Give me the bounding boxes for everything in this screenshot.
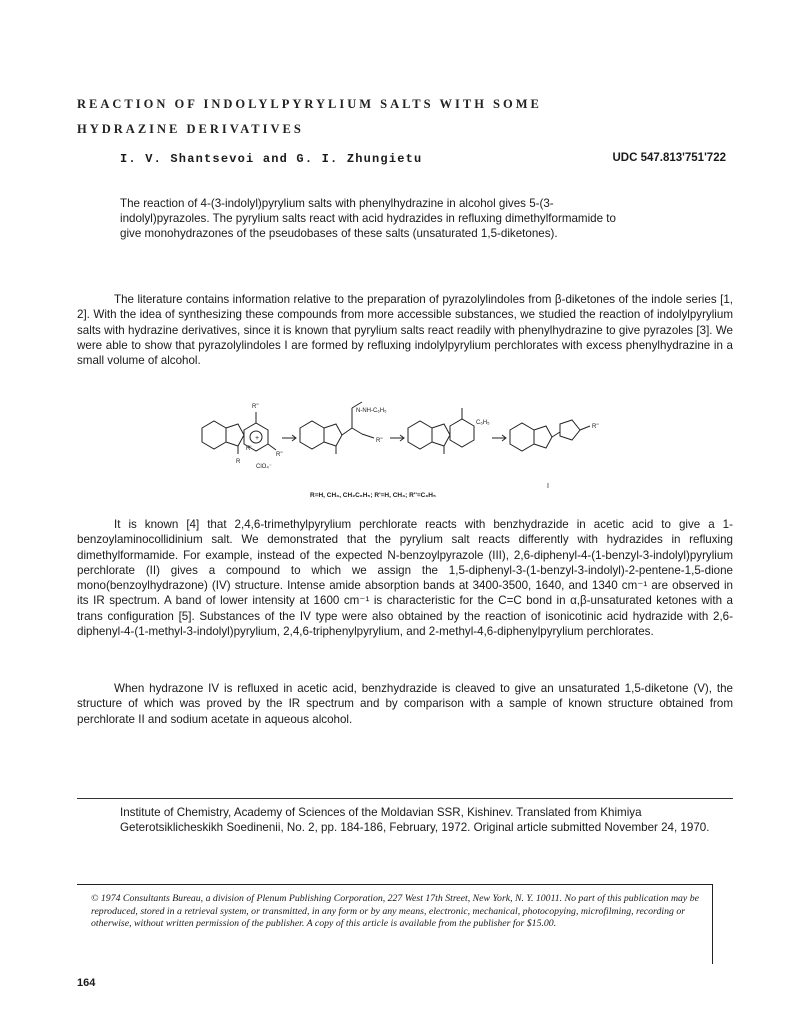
pyrazolylindole-structure xyxy=(510,420,590,451)
cyclic-intermediate-structure xyxy=(408,408,474,454)
copyright-box xyxy=(77,884,713,964)
substituent-r2-4: R'' xyxy=(592,424,599,430)
affiliation-footnote: Institute of Chemistry, Academy of Sciences of the Moldavian SSR, Kishinev. Translated from Khimiya Geterotsiklicheskikh Soedinenii, No. 2, pp. 184-186, February, 1972. Original article submitted November 24, 1970. xyxy=(120,806,710,834)
plus-sign: + xyxy=(254,435,260,442)
reaction-scheme xyxy=(190,388,630,500)
counterion: ClO₄⁻ xyxy=(256,464,272,470)
paragraph-1: The literature contains information relative to the preparation of pyrazolylindoles from β-diketones of the indole series [1, 2]. With the idea of synthesizing these compounds from more accessible substances, we studied the reaction of indolylpyrylium salts with hydrazine derivatives, since it is known that pyrylium salts react readily with phenylhydrazine to give pyrazoles [3]. We were able to show that pyrazolylindoles I are formed by refluxing indolylpyrylium perchlorates with excess phenylhydrazine in a small volume of alcohol. xyxy=(77,293,733,368)
article-title-line-2: HYDRAZINE DERIVATIVES xyxy=(77,122,304,136)
paragraph-2: It is known [4] that 2,4,6-trimethylpyrylium perchlorate reacts with benzhydrazide in acetic acid to give a 1-benzoylaminocollidinium salt. We demonstrated that the pyrylium salt reacts differently with hydrazides in refluxing dimethylformamide. For example, instead of the expected N-benzoylpyrazole (III), 2,6-diphenyl-4-(1-benzyl-3-indolyl)pyrylium perchlorate (II) gives a compound to which we assign the 1,5-diphenyl-3-(1-benzyl-3-indolyl)-2-pentene-1,5-dione mono(benzoylhydrazone) (IV) structure. Intense amide absorption bands at 3400-3500, 1640, and 1340 cm⁻¹ are observed in its IR spectrum. A band of lower intensity at 1600 cm⁻¹ is characteristic for the C=C bond in α,β-unsaturated ketones with a trans configuration [5]. Substances of the IV type were also obtained by the reaction of isonicotinic acid hydrazide with 2,6-diphenyl-4-(1-methyl-3-indolyl)pyrylium, 2,4,6-triphenylpyrylium, and 2-methyl-4,6-diphenylpyrylium perchlorates. xyxy=(77,518,733,639)
page-number: 164 xyxy=(77,977,96,989)
paragraph-3: When hydrazone IV is refluxed in acetic acid, benzhydrazide is cleaved to give an unsaturated 1,5-diketone (V), the structure of which was proved by the IR spectrum and by comparison with a sample of known structure obtained from perchlorate II and sodium acetate in aqueous alcohol. xyxy=(77,682,733,726)
substituent-r: R xyxy=(236,459,241,465)
indolylpyrylium-structure xyxy=(202,412,276,454)
authors: I. V. Shantsevoi and G. I. Zhungietu xyxy=(120,152,423,166)
udc-code: UDC 547.813'751'722 xyxy=(612,152,726,164)
substituent-r2-3: R'' xyxy=(376,438,383,444)
abstract: The reaction of 4-(3-indolyl)pyrylium salts with phenylhydrazine in alcohol gives 5-(3-indolyl)pyrazoles. The pyrylium salts react with acid hydrazides in refluxing dimethylformamide to give monohydrazones of the pseudobases of these salts (unsaturated 1,5-diketones). xyxy=(120,197,616,240)
hydrazone-label: N-NH-C₆H₅ xyxy=(356,408,387,414)
compound-label-I: I xyxy=(547,483,549,490)
copyright-notice: © 1974 Consultants Bureau, a division of Plenum Publishing Corporation, 227 West 17th Street, New York, N. Y. 10011. No part of this publication may be reproduced, stored in a retrieval system, or transmitted, in any form or by any means, electronic, mechanical, photocopying, microfilming, recording or otherwise, without written permission of the publisher. A copy of this article is available from the publisher for $15.00. xyxy=(91,893,699,929)
substituent-r1: R' xyxy=(246,446,252,452)
substituent-r2-2: R'' xyxy=(276,452,283,458)
article-title-line-1: REACTION OF INDOLYLPYRYLIUM SALTS WITH SOME xyxy=(77,97,542,111)
footnote-rule xyxy=(77,798,733,799)
scheme-caption: R=H, CH₃, CH₂C₆H₅; R'=H, CH₃; R''=C₆H₅ xyxy=(310,492,436,499)
ring-label: C₆H₅ xyxy=(476,420,490,426)
substituent-r2-1: R'' xyxy=(252,404,259,410)
